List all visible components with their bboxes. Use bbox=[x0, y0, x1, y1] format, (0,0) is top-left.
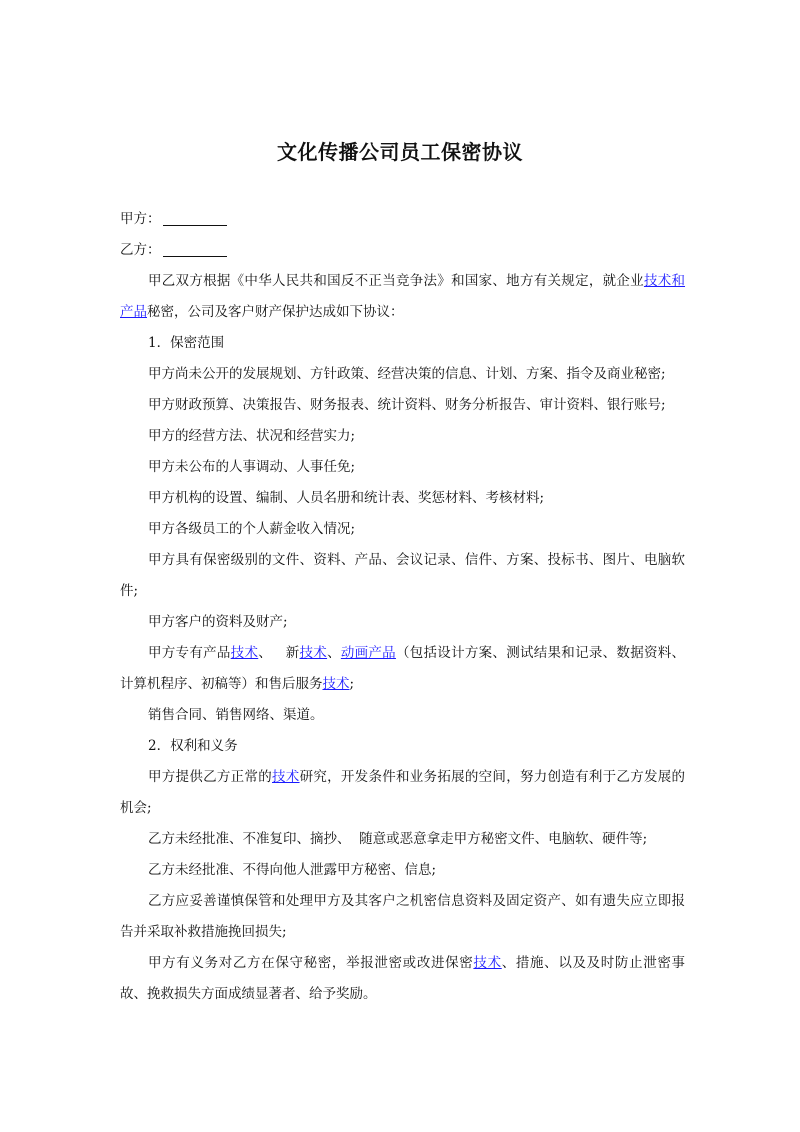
list-item: 甲方客户的资料及财产; bbox=[148, 614, 288, 630]
item9-text-c: 、 bbox=[327, 645, 341, 661]
list-item: 甲方财政预算、决策报告、财务报表、统计资料、财务分析报告、审计资料、银行账号; bbox=[148, 397, 666, 413]
item9-text-a: 甲方专有产品 bbox=[148, 645, 231, 661]
link-technology[interactable]: 技术 bbox=[272, 769, 300, 785]
list-item: 销售合同、销售网络、渠道。 bbox=[148, 707, 324, 723]
intro-text-2: 秘密，公司及客户财产保护达成如下协议： bbox=[147, 304, 404, 320]
party-a-label: 甲方： bbox=[120, 211, 161, 227]
list-item bbox=[120, 948, 685, 1010]
list-item: 甲方具有保密级别的文件、资料、产品、会议记录、信件、方案、投标书、图片、电脑软件; bbox=[120, 552, 685, 599]
list-item: 甲方机构的设置、编制、人员名册和统计表、奖惩材料、考核材料; bbox=[148, 490, 545, 506]
s2-item1-text-a: 甲方提供乙方正常的 bbox=[148, 769, 272, 785]
link-technology[interactable]: 技术 bbox=[299, 645, 328, 661]
section-2-heading: 2．权利和义务 bbox=[148, 738, 238, 754]
party-b-line bbox=[120, 235, 685, 266]
link-technology[interactable]: 技术 bbox=[473, 955, 502, 971]
list-item: 甲方各级员工的个人薪金收入情况; bbox=[148, 521, 356, 537]
list-item bbox=[120, 638, 685, 700]
document-body bbox=[120, 204, 685, 1010]
list-item: 甲方的经营方法、状况和经营实力; bbox=[148, 428, 356, 444]
list-item: 乙方应妥善谨慎保管和处理甲方及其客户之机密信息资料及固定资产、如有遗失应立即报告并采取补救措施挽回损失; bbox=[120, 893, 685, 940]
list-item: 乙方未经批准、不得向他人泄露甲方秘密、信息; bbox=[148, 862, 437, 878]
item9-text-d: （包括设计方案、测试结果和记录、数据资料、计算机程序、初稿等）和售后服务 bbox=[120, 645, 686, 692]
link-technology[interactable]: 技术 bbox=[230, 645, 259, 661]
intro-text-1: 甲乙双方根据《中华人民共和国反不正当竞争法》和国家、地方有关规定，就企业 bbox=[148, 273, 644, 289]
intro-paragraph bbox=[120, 266, 685, 328]
s2-item1-text-b: 研究，开发条件和业务拓展的空间，努力创造有利于乙方发展的机会; bbox=[120, 769, 686, 816]
list-item: 甲方未公布的人事调动、人事任免; bbox=[148, 459, 356, 475]
link-technology[interactable]: 技术 bbox=[322, 676, 350, 692]
link-tech-and-products[interactable]: 技术和产品 bbox=[120, 273, 686, 320]
list-item bbox=[120, 762, 685, 824]
party-b-label: 乙方： bbox=[120, 242, 161, 258]
party-a-line bbox=[120, 204, 685, 235]
item9-text-e: ; bbox=[349, 676, 355, 692]
party-a-blank bbox=[163, 209, 227, 226]
link-animation-products[interactable]: 动画产品 bbox=[340, 645, 396, 661]
list-item: 甲方尚未公开的发展规划、方针政策、经营决策的信息、计划、方案、指令及商业秘密; bbox=[148, 366, 666, 382]
s2-item5-text-a: 甲方有义务对乙方在保守秘密，举报泄密或改进保密 bbox=[148, 955, 474, 971]
document-title: 文化传播公司员工保密协议 bbox=[277, 140, 523, 164]
list-item: 乙方未经批准、不准复印、摘抄、 随意或恶意拿走甲方秘密文件、电脑软、硬件等; bbox=[148, 831, 648, 847]
item9-text-b: 、 新 bbox=[258, 645, 300, 661]
party-b-blank bbox=[163, 240, 227, 257]
s2-item5-text-b: 、措施、以及及时防止泄密事故、挽救损失方面成绩显著者、给予奖励。 bbox=[120, 955, 686, 1002]
section-1-heading: 1．保密范围 bbox=[148, 335, 225, 351]
